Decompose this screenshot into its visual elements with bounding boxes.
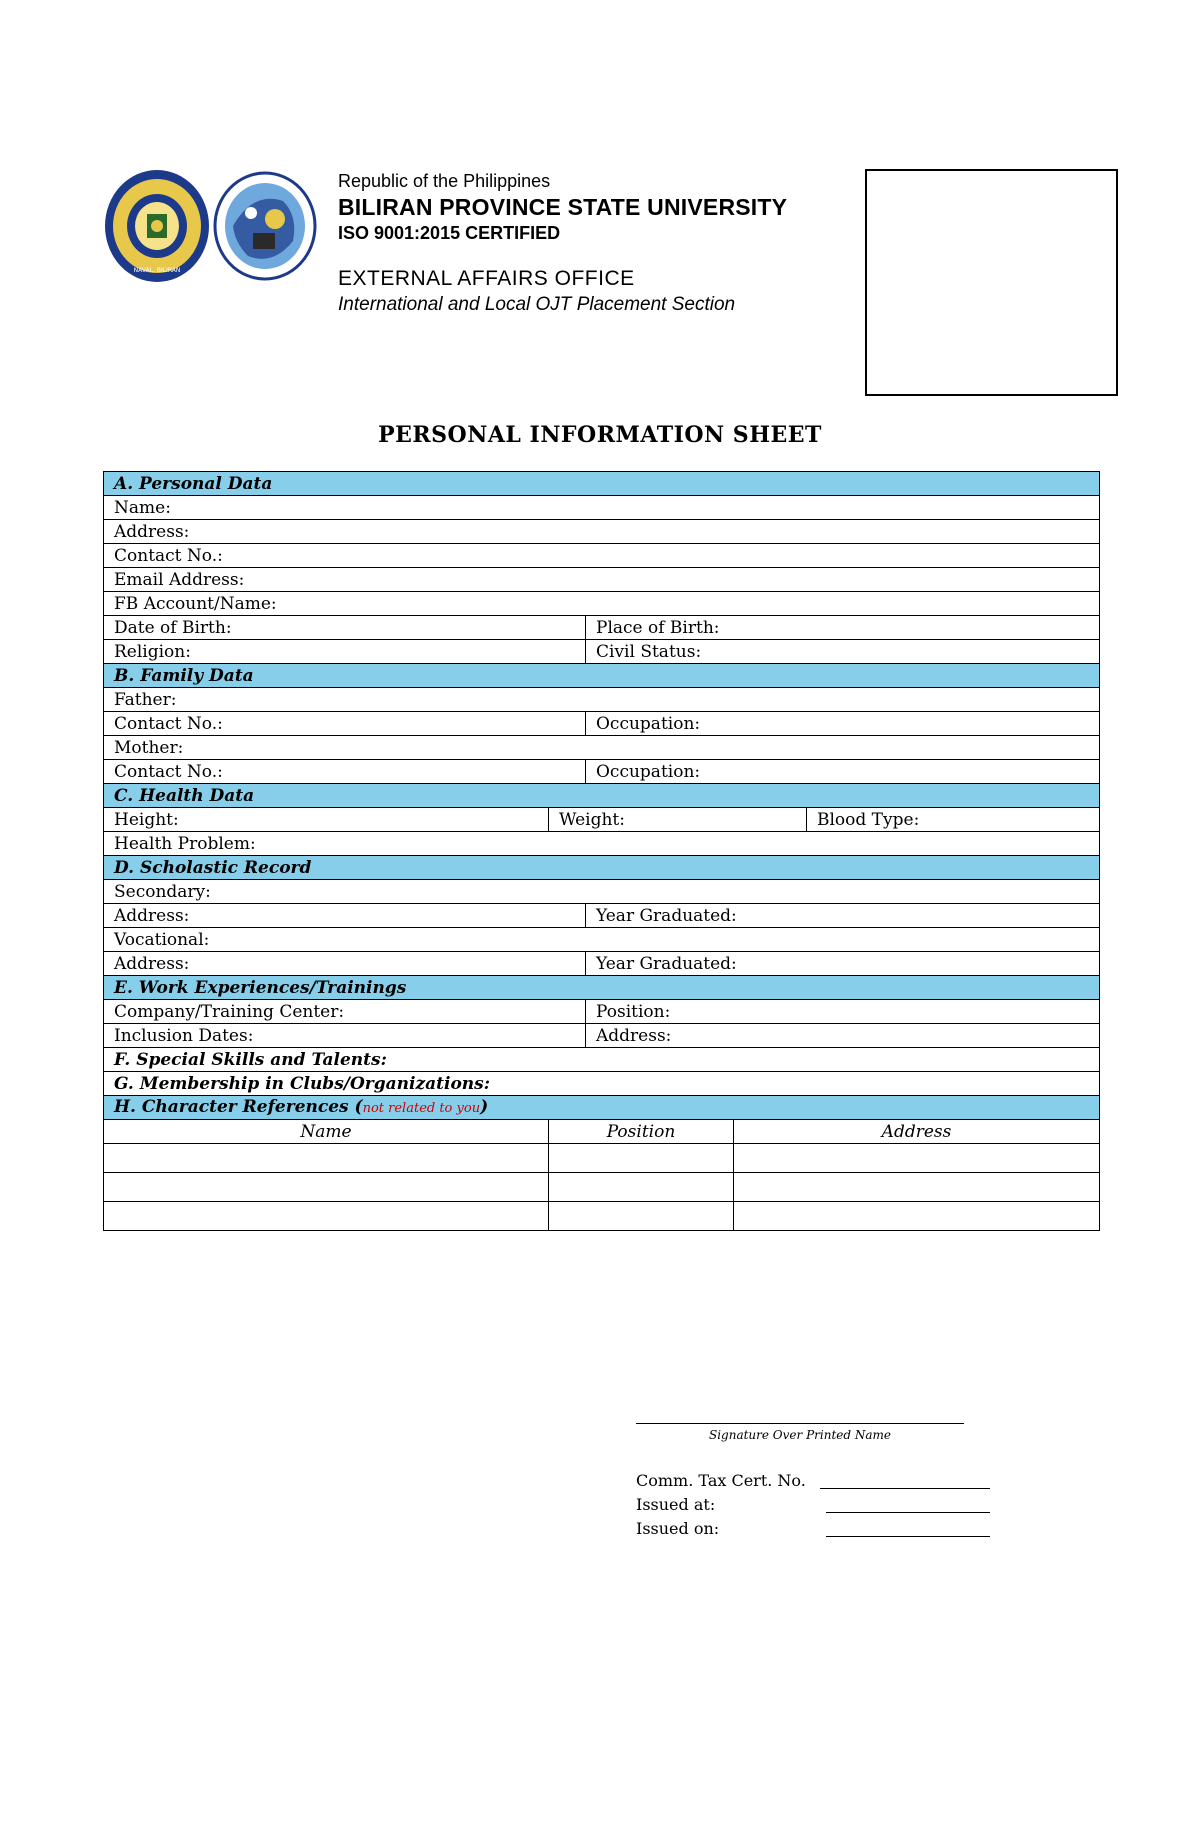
mother-field[interactable]: Mother:: [104, 736, 1100, 760]
reference-row: [104, 1173, 1100, 1202]
form-row: [104, 688, 1100, 712]
form-row: [104, 520, 1100, 544]
issued-at-label: Issued at:: [636, 1495, 716, 1514]
reference-position-cell[interactable]: [549, 1144, 734, 1173]
reference-name-cell[interactable]: [104, 1144, 549, 1173]
father-occupation-field[interactable]: Occupation:: [586, 712, 1100, 736]
form-row: [104, 568, 1100, 592]
header-text: [338, 170, 787, 318]
section-heading: E. Work Experiences/Trainings: [104, 976, 1100, 1000]
name-field[interactable]: Name:: [104, 496, 1100, 520]
form-row: [104, 736, 1100, 760]
secondary-field[interactable]: Secondary:: [104, 880, 1100, 904]
form-row: [104, 592, 1100, 616]
blood-type-field[interactable]: Blood Type:: [807, 808, 1100, 832]
membership-field[interactable]: G. Membership in Clubs/Organizations:: [104, 1072, 1100, 1096]
photo-box: [865, 169, 1118, 396]
form-row: [104, 496, 1100, 520]
secondary-address-field[interactable]: Address:: [104, 904, 586, 928]
iso-certification: ISO 9001:2015 CERTIFIED: [338, 223, 561, 243]
references-heading: H. Character References: [114, 1096, 349, 1117]
form-row: [104, 832, 1100, 856]
section-family-data: [104, 664, 1100, 688]
section-work-experiences: [104, 976, 1100, 1000]
vocational-year-field[interactable]: Year Graduated:: [586, 952, 1100, 976]
section-personal-data: [104, 472, 1100, 496]
signature-caption: Signature Over Printed Name: [708, 1428, 892, 1442]
special-skills-field[interactable]: F. Special Skills and Talents:: [104, 1048, 1100, 1072]
health-problem-field[interactable]: Health Problem:: [104, 832, 1100, 856]
reference-name-cell[interactable]: [104, 1202, 549, 1231]
father-contact-field[interactable]: Contact No.:: [104, 712, 586, 736]
note-close-paren: ): [480, 1096, 489, 1117]
reference-address-cell[interactable]: [734, 1202, 1100, 1231]
section-scholastic-record: [104, 856, 1100, 880]
position-field[interactable]: Position:: [586, 1000, 1100, 1024]
office-name: EXTERNAL AFFAIRS OFFICE: [338, 267, 635, 290]
reference-position-header: Position: [549, 1120, 734, 1144]
form-row: [104, 616, 1100, 640]
reference-row: [104, 1202, 1100, 1231]
place-of-birth-field[interactable]: Place of Birth:: [586, 616, 1100, 640]
note-open-paren: (: [354, 1096, 363, 1117]
references-note: not related to you: [362, 1100, 481, 1116]
bipsu-seal-logo: [103, 168, 211, 284]
reference-address-cell[interactable]: [734, 1173, 1100, 1202]
reference-row: [104, 1144, 1100, 1173]
form-row: [104, 1024, 1100, 1048]
references-header-row: [104, 1120, 1100, 1144]
personal-information-form: [103, 471, 1100, 1231]
form-row: [104, 1072, 1100, 1096]
date-of-birth-field[interactable]: Date of Birth:: [104, 616, 586, 640]
form-row: [104, 808, 1100, 832]
form-row: [104, 1048, 1100, 1072]
mother-occupation-field[interactable]: Occupation:: [586, 760, 1100, 784]
work-address-field[interactable]: Address:: [586, 1024, 1100, 1048]
email-field[interactable]: Email Address:: [104, 568, 1100, 592]
form-row: [104, 952, 1100, 976]
reference-name-cell[interactable]: [104, 1173, 549, 1202]
company-field[interactable]: Company/Training Center:: [104, 1000, 586, 1024]
civil-status-field[interactable]: Civil Status:: [586, 640, 1100, 664]
address-field[interactable]: Address:: [104, 520, 1100, 544]
contact-field[interactable]: Contact No.:: [104, 544, 1100, 568]
weight-field[interactable]: Weight:: [549, 808, 807, 832]
section-health-data: [104, 784, 1100, 808]
form-row: [104, 1000, 1100, 1024]
ctc-label: Comm. Tax Cert. No.: [636, 1471, 806, 1490]
form-row: [104, 544, 1100, 568]
issued-on-label: Issued on:: [636, 1519, 720, 1538]
section-heading: [104, 1096, 1100, 1120]
external-affairs-logo: [213, 171, 317, 281]
reference-address-cell[interactable]: [734, 1144, 1100, 1173]
section-name: International and Local OJT Placement Section: [338, 294, 736, 315]
form-row: [104, 904, 1100, 928]
form-row: [104, 760, 1100, 784]
reference-name-header: Name: [104, 1120, 549, 1144]
section-heading: C. Health Data: [104, 784, 1100, 808]
issued-at-line[interactable]: [826, 1512, 990, 1513]
height-field[interactable]: Height:: [104, 808, 549, 832]
form-row: [104, 928, 1100, 952]
religion-field[interactable]: Religion:: [104, 640, 586, 664]
secondary-year-field[interactable]: Year Graduated:: [586, 904, 1100, 928]
reference-position-cell[interactable]: [549, 1202, 734, 1231]
page-title: PERSONAL INFORMATION SHEET: [378, 422, 822, 448]
father-field[interactable]: Father:: [104, 688, 1100, 712]
form-row: [104, 712, 1100, 736]
reference-address-header: Address: [734, 1120, 1100, 1144]
form-row: [104, 640, 1100, 664]
section-heading: D. Scholastic Record: [104, 856, 1100, 880]
mother-contact-field[interactable]: Contact No.:: [104, 760, 586, 784]
section-heading: B. Family Data: [104, 664, 1100, 688]
issued-on-line[interactable]: [826, 1536, 990, 1537]
fb-account-field[interactable]: FB Account/Name:: [104, 592, 1100, 616]
republic-line: Republic of the Philippines: [338, 171, 551, 191]
signature-line[interactable]: [636, 1423, 964, 1424]
vocational-field[interactable]: Vocational:: [104, 928, 1100, 952]
ctc-line[interactable]: [820, 1488, 990, 1489]
reference-position-cell[interactable]: [549, 1173, 734, 1202]
university-name: BILIRAN PROVINCE STATE UNIVERSITY: [338, 194, 788, 220]
inclusive-dates-field[interactable]: Inclusion Dates:: [104, 1024, 586, 1048]
section-character-references: [104, 1096, 1100, 1120]
vocational-address-field[interactable]: Address:: [104, 952, 586, 976]
section-heading: A. Personal Data: [104, 472, 1100, 496]
svg-text:NAVAL, BILIRAN: NAVAL, BILIRAN: [133, 267, 181, 274]
form-row: [104, 880, 1100, 904]
